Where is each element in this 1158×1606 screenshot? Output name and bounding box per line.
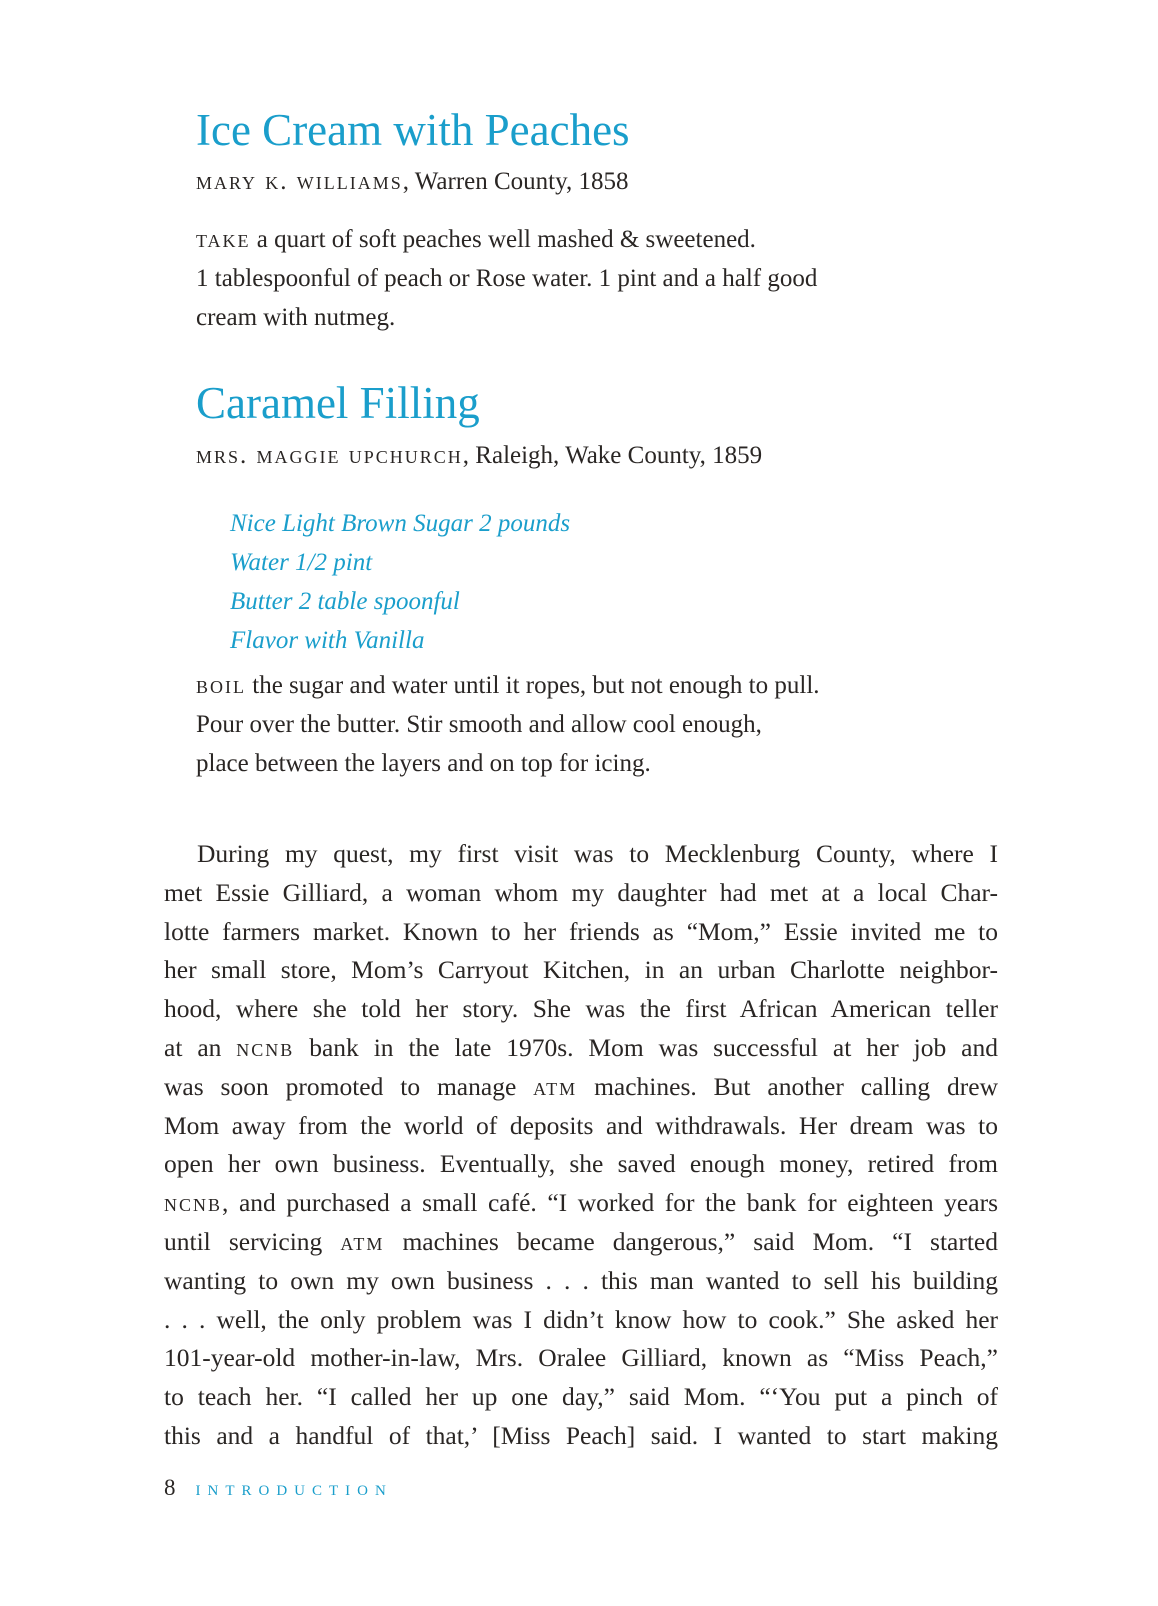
essay-line: ncnb, and purchased a small café. “I worked for the bank for eighteen years bbox=[164, 1188, 998, 1218]
method-line bbox=[196, 220, 817, 259]
recipe-author: mary k. williams bbox=[196, 168, 403, 195]
method-line: place between the layers and on top for icing. bbox=[196, 750, 651, 777]
ingredient-item: Butter 2 table spoonful bbox=[230, 588, 460, 615]
essay-line: lotte farmers market. Known to her friends as “Mom,” Essie invited me to bbox=[164, 916, 998, 946]
essay-paragraph bbox=[164, 835, 998, 1456]
recipe-title: Ice Cream with Peaches bbox=[196, 105, 630, 155]
essay-line: to teach her. “I called her up one day,” said Mom. “‘You put a pinch of bbox=[164, 1382, 998, 1412]
essay-line: 101-year-old mother-in-law, Mrs. Oralee Gilliard, known as “Miss Peach,” bbox=[164, 1343, 998, 1373]
ingredient-item: Water 1/2 pint bbox=[230, 549, 373, 576]
recipe-origin: , Raleigh, Wake County, 1859 bbox=[462, 442, 763, 469]
essay-line: During my quest, my first visit was to Mecklenburg County, where I bbox=[197, 839, 998, 868]
recipe-method bbox=[196, 220, 817, 337]
abbreviation: ncnb bbox=[164, 1188, 223, 1218]
recipe-title: Caramel Filling bbox=[196, 378, 480, 428]
essay-line: wanting to own my own business . . . this man wanted to sell his building bbox=[164, 1265, 998, 1295]
recipe-byline bbox=[196, 166, 628, 198]
essay-line: open her own business. Eventually, she saved enough money, retired from bbox=[164, 1149, 998, 1179]
essay-line: was soon promoted to manage atm machines. But another calling drew bbox=[164, 1071, 999, 1101]
page-footer bbox=[164, 1474, 393, 1505]
essay-line: her small store, Mom’s Carryout Kitchen, in an urban Charlotte neighbor- bbox=[164, 955, 998, 985]
method-line: cream with nutmeg. bbox=[196, 304, 396, 331]
running-section-title: INTRODUCTION bbox=[195, 1483, 393, 1499]
essay-line: . . . well, the only problem was I didn’t know how to cook.” She asked her bbox=[164, 1304, 998, 1334]
recipe-author: mrs. maggie upchurch bbox=[196, 442, 463, 469]
method-line: 1 tablespoonful of peach or Rose water. 1 pint and a half good bbox=[196, 265, 818, 292]
ingredient-item: Flavor with Vanilla bbox=[230, 627, 425, 654]
method-lead-word: take bbox=[196, 226, 251, 253]
essay-line: this and a handful of that,’ [Miss Peach] said. I wanted to start making bbox=[164, 1420, 998, 1450]
recipe-method bbox=[196, 666, 820, 783]
essay-line: at an ncnb bank in the late 1970s. Mom was successful at her job and bbox=[164, 1032, 998, 1062]
recipe-byline bbox=[196, 440, 762, 472]
essay-line: until servicing atm machines became dangerous,” said Mom. “I started bbox=[164, 1226, 999, 1256]
method-line-text: a quart of soft peaches well mashed & sweetened. bbox=[250, 226, 756, 253]
essay-line: hood, where she told her story. She was the first African American teller bbox=[164, 994, 998, 1024]
method-line-text: the sugar and water until it ropes, but not enough to pull. bbox=[246, 672, 820, 699]
ingredient-item: Nice Light Brown Sugar 2 pounds bbox=[230, 510, 571, 537]
method-line bbox=[196, 666, 820, 705]
essay-line: Mom away from the world of deposits and withdrawals. Her dream was to bbox=[164, 1110, 998, 1140]
method-line: Pour over the butter. Stir smooth and allow cool enough, bbox=[196, 711, 762, 738]
recipe-origin: , Warren County, 1858 bbox=[402, 168, 629, 195]
method-lead-word: boil bbox=[196, 672, 246, 699]
essay-line: met Essie Gilliard, a woman whom my daughter had met at a local Char- bbox=[164, 877, 998, 907]
abbreviation: atm bbox=[340, 1226, 385, 1256]
abbreviation: ncnb bbox=[236, 1032, 295, 1062]
abbreviation: atm bbox=[533, 1071, 578, 1101]
ingredient-list bbox=[230, 504, 570, 660]
page-number: 8 bbox=[164, 1475, 176, 1500]
